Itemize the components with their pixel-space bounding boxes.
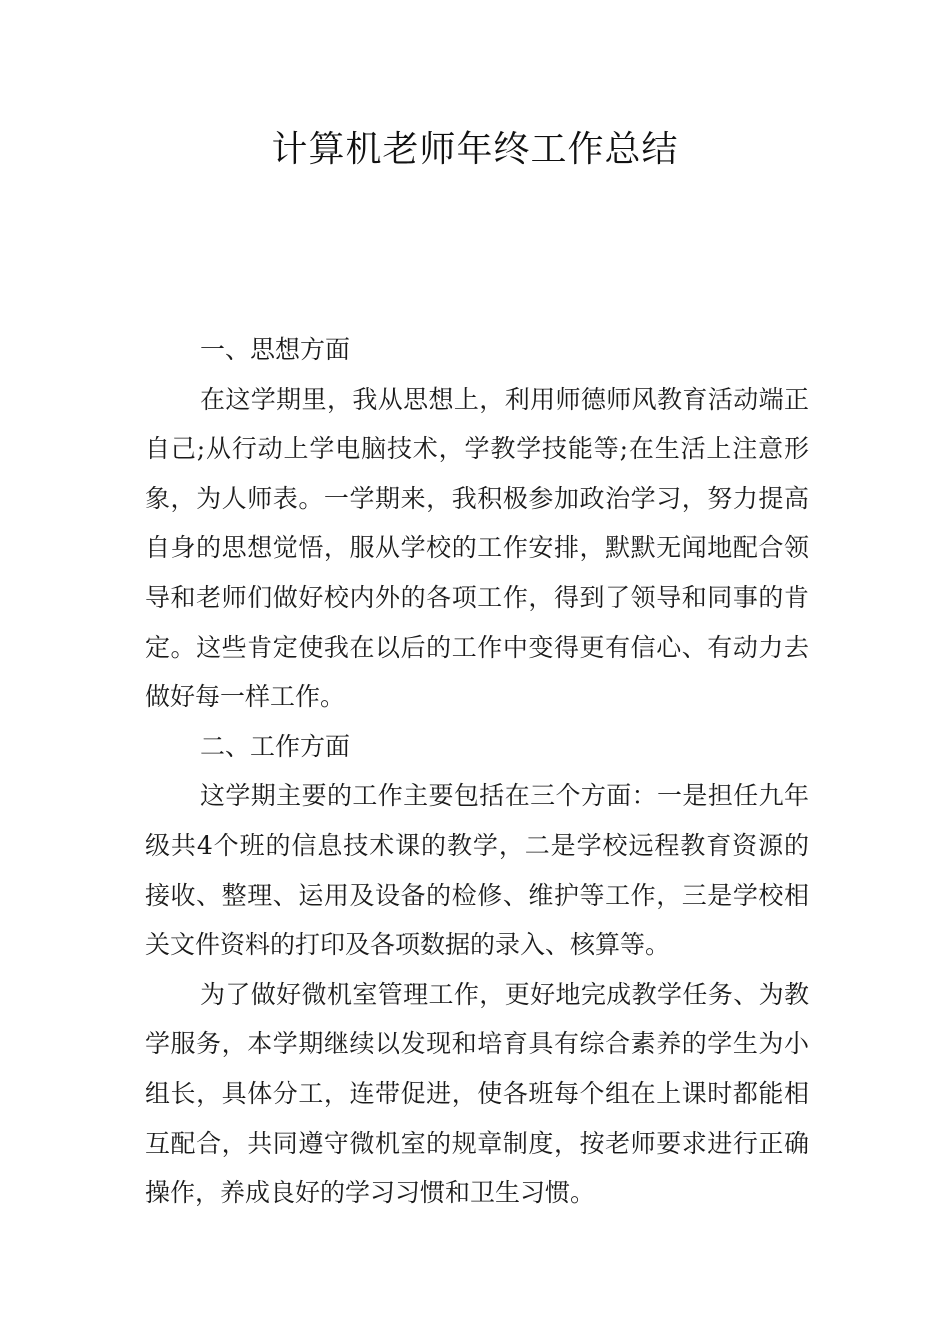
paragraph-work-overview: 这学期主要的工作主要包括在三个方面：一是担任九年级共4个班的信息技术课的教学，二是学校远程教育资源的接收、整理、运用及设备的检修、维护等工作，三是学校相关文件资料的打印及各项数据的录入、核算等。 — [145, 781, 809, 960]
section-heading-thought: 一、思想方面 — [200, 335, 351, 364]
paragraph-lab-management: 为了做好微机室管理工作，更好地完成教学任务、为教学服务，本学期继续以发现和培育具有综合素养的学生为小组长，具体分工，连带促进，使各班每个组在上课时都能相互配合，共同遵守微机室的规章制度，按老师要求进行正确操作，养成良好的学习习惯和卫生习惯。 — [145, 979, 809, 1208]
paragraph-thought: 在这学期里，我从思想上，利用师德师风教育活动端正自己;从行动上学电脑技术，学教学技能等;在生活上注意形象，为人师表。一学期来，我积极参加政治学习，努力提高自身的思想觉悟，服从学校的工作安排，默默无闻地配合领导和老师们做好校内外的各项工作，得到了领导和同事的肯定。这些肯定使我在以后的工作中变得更有信心、有动力去做好每一样工作。 — [145, 384, 809, 712]
section-heading-work: 二、工作方面 — [200, 731, 351, 761]
document-body — [145, 325, 809, 1218]
document-title: 计算机老师年终工作总结 — [271, 129, 679, 170]
